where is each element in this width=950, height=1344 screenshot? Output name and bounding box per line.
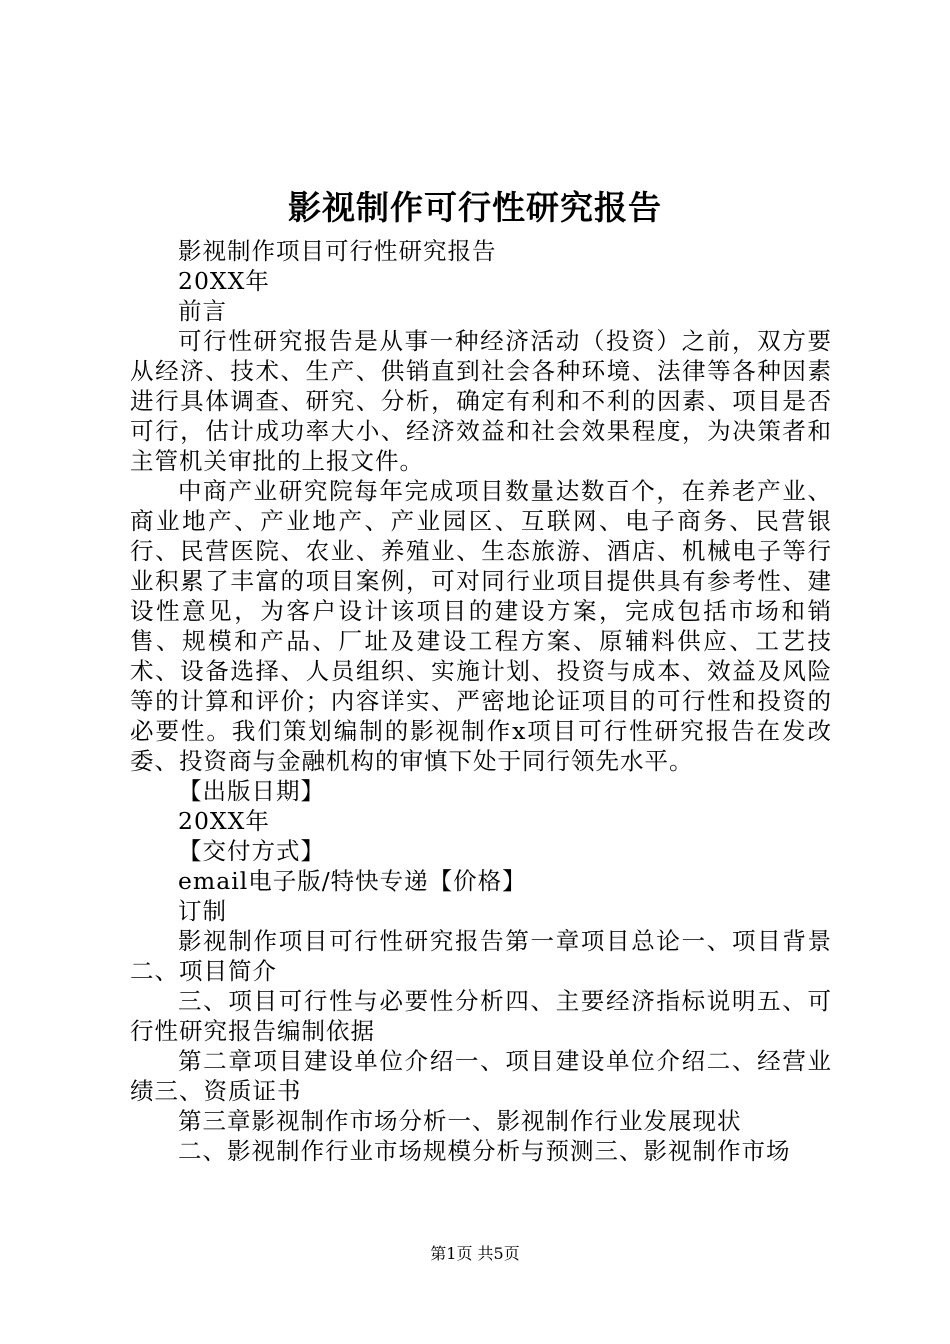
- paragraph: 【交付方式】: [178, 837, 325, 865]
- document-title: 影视制作可行性研究报告: [288, 188, 662, 227]
- paragraph: 订制: [178, 897, 227, 925]
- paragraph: 可行性研究报告是从事一种经济活动（投资）之前，双方要从经济、技术、生产、供销直到社会各种环境、法律等各种因素进行具体调查、研究、分析，确定有利和不利的因素、项目是否可行，估计成功率大小、经济效益和社会效果程度，为决策者和主管机关审批的上报文件。: [130, 327, 832, 475]
- paragraph: 三、项目可行性与必要性分析四、主要经济指标说明五、可行性研究报告编制依据: [130, 987, 832, 1045]
- paragraph: 前言: [178, 297, 227, 325]
- page-footer: 第1页 共5页: [430, 1244, 520, 1263]
- paragraph: 20XX年: [178, 267, 270, 295]
- document-body: [130, 236, 832, 1166]
- paragraph: 第三章影视制作市场分析一、影视制作行业发展现状: [178, 1107, 742, 1135]
- paragraph: 20XX年: [178, 807, 270, 835]
- paragraph: 【出版日期】: [178, 777, 325, 805]
- paragraph: email电子版/特快专递【价格】: [178, 867, 527, 895]
- paragraph: 影视制作项目可行性研究报告第一章项目总论一、项目背景二、项目简介: [130, 927, 832, 985]
- paragraph: 影视制作项目可行性研究报告: [178, 237, 497, 265]
- paragraph: 二、影视制作行业市场规模分析与预测三、影视制作市场: [178, 1137, 791, 1165]
- paragraph: 第二章项目建设单位介绍一、项目建设单位介绍二、经营业绩三、资质证书: [130, 1047, 832, 1105]
- paragraph: 中商产业研究院每年完成项目数量达数百个，在养老产业、商业地产、产业地产、产业园区、互联网、电子商务、民营银行、民营医院、农业、养殖业、生态旅游、酒店、机械电子等行业积累了丰富的项目案例，可对同行业项目提供具有参考性、建设性意见，为客户设计该项目的建设方案，完成包括市场和销售、规模和产品、厂址及建设工程方案、原辅料供应、工艺技术、设备选择、人员组织、实施计划、投资与成本、效益及风险等的计算和评价；内容详实、严密地论证项目的可行性和投资的必要性。我们策划编制的影视制作x项目可行性研究报告在发改委、投资商与金融机构的审慎下处于同行领先水平。: [130, 477, 832, 775]
